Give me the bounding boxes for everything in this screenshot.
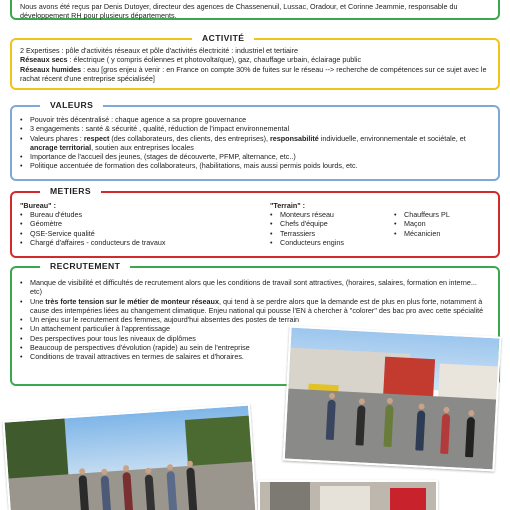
valeurs-item: • Importance de l'accueil des jeunes, (stages de découverte, PFMP, alternance, etc..)	[20, 152, 490, 161]
terrain-item: • Chefs d'équipe	[270, 219, 390, 228]
valeurs-item: • Valeurs phares : respect (des collaborateurs, des clients, des entreprises), responsabilité individuelle, environnementale et sociétale, et ancrage territorial, soutien aux entreprises locales	[20, 134, 490, 153]
reseaux-humides-label: Réseaux humides	[20, 64, 82, 74]
activite-box	[10, 33, 500, 90]
recrutement-item: • Une très forte tension sur le métier de monteur réseaux, qui tend à se perdre alors que la demande est de plus en plus forte, notamment à cause des intempéries liées au changement climatique. Enjeu national qui pousse l'EN à chercher à "colorer" des bac pro avec cette spécialité	[20, 297, 490, 316]
terrain-item: • Terrassiers	[270, 229, 390, 238]
valeurs-item: • Pouvoir très décentralisé : chaque agence a sa propre gouvernance	[20, 115, 490, 124]
recrutement-item: • Beaucoup de perspectives d'évolution (rapide) au sein de l'entreprise	[20, 343, 490, 352]
bureau-item: • Géomètre	[20, 219, 250, 228]
metiers-columns	[20, 201, 490, 259]
recrutement-item: • Des perspectives pour tous les niveaux de diplômes	[20, 334, 490, 343]
valeurs-item: • Politique accentuée de formation des collaborateurs, (habilitations, mais aussi permis poids lourds, etc.	[20, 161, 490, 170]
terrain-item: • Monteurs réseau	[270, 210, 390, 219]
photo-visit-yard	[283, 326, 502, 472]
activite-title: ACTIVITÉ	[192, 33, 254, 43]
recrutement-item: • Un enjeu sur le recrutement des femmes, aujourd'hui absentes des postes de terrain	[20, 315, 490, 324]
valeurs-title: VALEURS	[40, 100, 103, 110]
metiers-box	[10, 186, 500, 258]
activite-line2	[20, 55, 490, 64]
bureau-item: • QSE-Service qualité	[20, 229, 250, 238]
bureau-column	[20, 201, 250, 247]
valeurs-box	[10, 100, 500, 181]
terrain-item: • Mécanicien	[394, 229, 494, 238]
valeurs-list	[20, 115, 490, 171]
photo-group-outdoors	[2, 403, 257, 510]
bureau-heading: "Bureau" :	[20, 201, 56, 210]
reseaux-humides-text: : eau [gros enjeu à venir : en France on compte 30% de fuites sur le réseau --> recherche de compétences sur ce sujet avec le rachat récent d'une entreprise spécialisée]	[20, 64, 487, 84]
recrutement-item: • Manque de visibilité et difficultés de recrutement alors que les conditions de travail sont attractives, (horaires, salaires, formation en interne... etc)	[20, 278, 490, 297]
recrutement-title: RECRUTEMENT	[40, 261, 130, 271]
recrutement-item: • Conditions de travail attractives en termes de salaires et d'horaires.	[20, 352, 490, 361]
activite-line3	[20, 65, 490, 84]
activite-line1: 2 Expertises : pôle d'activités réseaux et pôle d'activités électricité : industriel et tertiaire	[20, 46, 298, 55]
terrain-item: • Chauffeurs PL	[394, 210, 494, 219]
terrain-item: • Conducteurs engins	[270, 238, 390, 247]
valeurs-item: • 3 engagements : santé & sécurité , qualité, réduction de l'impact environnemental	[20, 124, 490, 133]
reseaux-secs-text: : électrique ( y compris éoliennes et photovoltaïque), gaz, chauffage urbain, éclairage public	[67, 55, 362, 65]
intro-box	[10, 0, 500, 20]
recrutement-item: • Un attachement particulier à l'apprentissage	[20, 324, 490, 333]
photo-indoor-meeting	[258, 480, 438, 510]
bureau-item: • Chargé d'affaires - conducteurs de travaux	[20, 238, 250, 247]
reseaux-secs-label: Réseaux secs	[20, 55, 68, 65]
bureau-item: • Bureau d'études	[20, 210, 250, 219]
terrain-column	[270, 201, 390, 247]
metiers-title: METIERS	[40, 186, 101, 196]
terrain-column-2	[394, 210, 494, 238]
terrain-heading: "Terrain" :	[270, 201, 306, 210]
intro-text: Nous avons été reçus par Denis Dutoyer, directeur des agences de Chassenenuil, Lussac, Oradour, et Corinne Jeammie, responsable du développement RH pour plusieurs départements.	[20, 2, 458, 21]
terrain-item: • Maçon	[394, 219, 494, 228]
